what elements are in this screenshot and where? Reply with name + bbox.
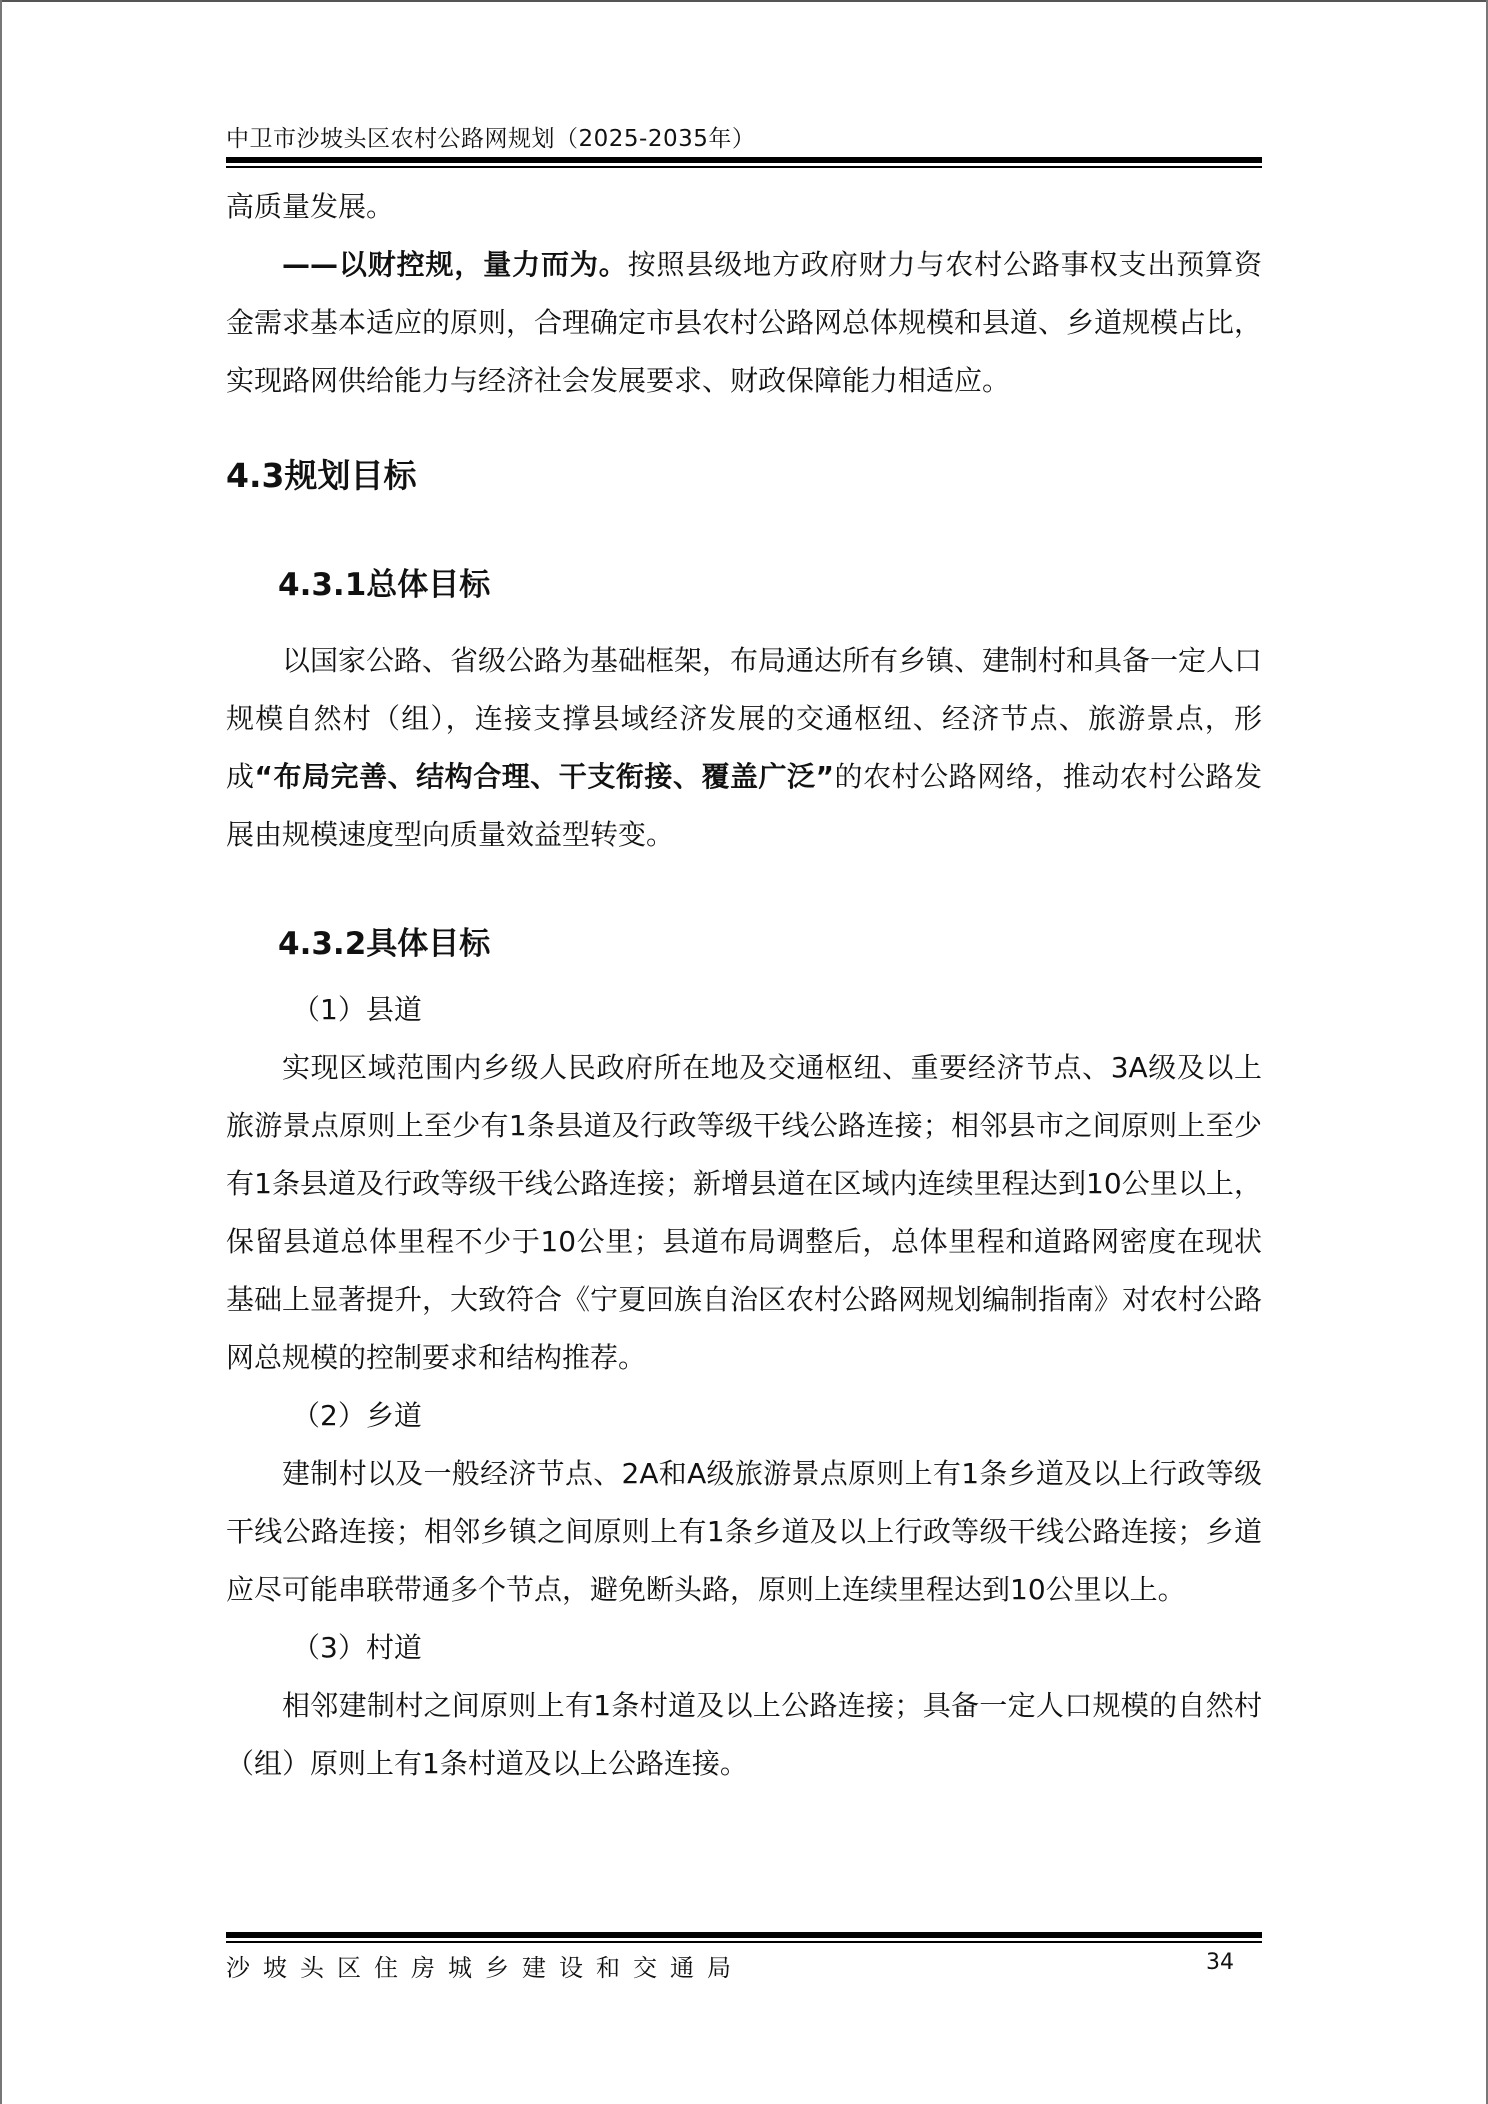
paragraph-fiscal-principle xyxy=(226,236,1262,410)
section-heading-4-3: 4.3规划目标 xyxy=(226,456,417,495)
paragraph-lead-bold: ——以财控规，量力而为。 xyxy=(282,248,628,281)
list-item-township-road: （2）乡道 xyxy=(292,1399,422,1432)
paragraph-township-road: 建制村以及一般经济节点、2A和A级旅游景点原则上有1条乡道及以上行政等级干线公路连接；相邻乡镇之间原则上有1条乡道及以上行政等级干线公路连接；乡道应尽可能串联带通多个节点，避免断头路，原则上连续里程达到10公里以上。 xyxy=(226,1457,1262,1606)
paragraph-county-road: 实现区域范围内乡级人民政府所在地及交通枢纽、重要经济节点、3A级及以上旅游景点原则上至少有1条县道及行政等级干线公路连接；相邻县市之间原则上至少有1条县道及行政等级干线公路连接；新增县道在区域内连续里程达到10公里以上，保留县道总体里程不少于10公里；县道布局调整后，总体里程和道路网密度在现状基础上显著提升，大致符合《宁夏回族自治区农村公路网规划编制指南》对农村公路网总规模的控制要求和结构推荐。 xyxy=(226,1051,1263,1374)
footer-organization: 沙坡头区住房城乡建设和交通局 xyxy=(226,1954,744,1982)
paragraph-continuation: 高质量发展。 xyxy=(226,190,395,223)
page-body xyxy=(226,178,1262,1793)
paragraph-text: 的农村公路网络，推动农村公路发展由规模速度型向质量效益型转变。 xyxy=(226,760,1262,851)
paragraph-emphasis: “布局完善、结构合理、干支衔接、覆盖广泛” xyxy=(254,760,834,793)
page-number: 34 xyxy=(1206,1950,1234,1975)
header-rule-thin xyxy=(226,166,1262,168)
footer-rule-thick xyxy=(226,1932,1262,1938)
paragraph-village-road: 相邻建制村之间原则上有1条村道及以上公路连接；具备一定人口规模的自然村（组）原则上有1条村道及以上公路连接。 xyxy=(226,1689,1262,1780)
paragraph-overall-goal xyxy=(226,632,1262,864)
paragraph-text: 以国家公路、省级公路为基础框架，布局通达所有乡镇、建制村和具备一定人口规模自然村（组），连接支撑县域经济发展的交通枢纽、经济节点、旅游景点，形成 xyxy=(226,644,1263,793)
list-item-county-road: （1）县道 xyxy=(292,993,422,1026)
section-heading-4-3-1: 4.3.1总体目标 xyxy=(278,567,491,603)
footer-rule-thin xyxy=(226,1941,1262,1943)
page-border-left xyxy=(0,0,2,2104)
page-border-top xyxy=(0,0,1488,2)
section-heading-4-3-2: 4.3.2具体目标 xyxy=(278,926,491,962)
list-item-village-road: （3）村道 xyxy=(292,1631,422,1664)
running-header-title: 中卫市沙坡头区农村公路网规划（2025-2035年） xyxy=(226,126,756,152)
paragraph-text: 按照县级地方政府财力与农村公路事权支出预算资金需求基本适应的原则，合理确定市县农村公路网总体规模和县道、乡道规模占比，实现路网供给能力与经济社会发展要求、财政保障能力相适应。 xyxy=(226,248,1263,397)
header-rule-thick xyxy=(226,157,1262,163)
